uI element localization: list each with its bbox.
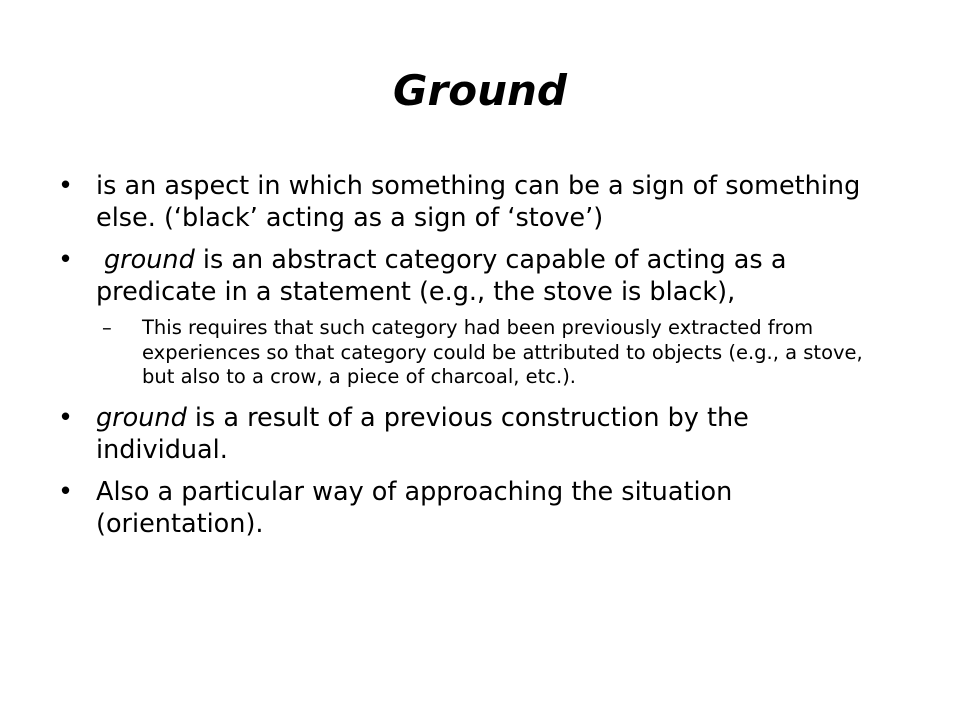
bullet-text: is an abstract category capable of acting as a predicate in a statement (e.g., the stove is black), xyxy=(96,245,787,307)
bullet-text-wrapper xyxy=(96,403,749,465)
bullet-marker: • xyxy=(58,245,74,275)
bullet-marker: • xyxy=(58,402,74,433)
bullet-marker: • xyxy=(58,476,74,507)
slide-title: Ground xyxy=(393,66,567,115)
bullet-emphasis: ground xyxy=(104,245,195,275)
bullet-marker: • xyxy=(58,171,74,201)
bullet-item-3 xyxy=(58,402,888,466)
bullet-text: is a result of a previous construction by the individual. xyxy=(96,402,749,465)
sub-bullet-text: This requires that such category had been previously extracted from experiences so that category could be attributed to objects (e.g., a stove, but also to a crow, a piece of charcoal, etc.). xyxy=(142,316,863,388)
bullet-text: is an aspect in which something can be a sign of something else. (‘black’ acting as a sign of ‘stove’) xyxy=(96,171,861,233)
bullet-text-wrapper xyxy=(96,245,786,307)
bullet-list xyxy=(58,170,888,550)
bullet-item-1 xyxy=(58,170,888,234)
bullet-item-4 xyxy=(58,476,888,540)
bullet-item-2 xyxy=(58,244,888,308)
bullet-text: Also a particular way of approaching the situation (orientation). xyxy=(96,476,733,539)
sub-bullet-marker: – xyxy=(102,316,112,339)
bullet-emphasis: ground xyxy=(96,402,187,433)
sub-bullet-item-1 xyxy=(58,316,888,390)
